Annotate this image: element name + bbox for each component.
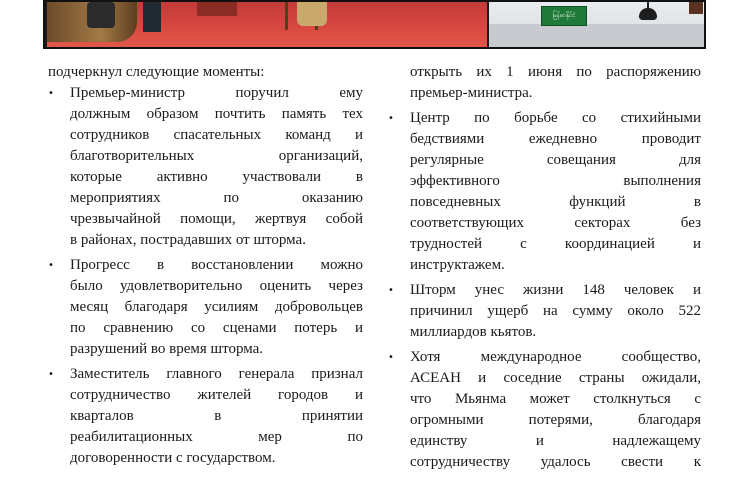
list-item: • Прогресс в восстановлении можно было удовлетворительно оценить через месяц благодаря усилиям добровольцев по сравнению со сценами потерь и разрушений во время шторма. — [48, 257, 363, 357]
left-column — [48, 62, 363, 473]
header-photo — [43, 0, 706, 49]
microphone-icon — [639, 8, 657, 20]
intro-text: подчеркнул следующие моменты: — [48, 64, 265, 80]
nameplate: မြန်မာနိုင်ငံ — [541, 6, 587, 26]
bullet-icon: • — [388, 285, 394, 296]
bullet-icon: • — [48, 369, 54, 380]
list-item: • Центр по борьбе со стихийными бедствиями ежедневно проводит регулярные совещания для эффективного выполнения повседневных функций в соответствующих секторах без трудностей с координацией и инструктажем. — [388, 110, 701, 273]
photo-desk-scene — [489, 2, 706, 47]
list-item: • Заместитель главного генерала признал сотрудничество жителей городов и кварталов в принятии реабилитационных мер по договоренности с государством. — [48, 366, 363, 466]
bullet-icon: • — [388, 352, 394, 363]
continuation-text: открыть их 1 июня по распоряжению премьер-министра. — [410, 64, 701, 101]
right-column — [388, 62, 701, 477]
bullet-icon: • — [388, 113, 394, 124]
bullet-icon: • — [48, 88, 54, 99]
photo-ceremony-scene — [47, 2, 487, 47]
bullet-icon: • — [48, 260, 54, 271]
list-item: • Шторм унес жизни 148 человек и причинил ущерб на сумму около 522 миллиардов кьятов. — [388, 282, 701, 340]
list-item: • Премьер-министр поручил ему должным образом почтить память тех сотрудников спасательных команд и благотворительных организаций, которые активно участвовали в мероприятиях по оказанию чрезвычайной помощи, жертвуя собой в районах, пострадавших от шторма. — [48, 85, 363, 248]
list-item: • Хотя международное сообщество, АСЕАН и соседние страны ожидали, что Мьянма может столкнуться с огромными потерями, благодаря единству и надлежащему сотрудничеству удалось свести к — [388, 349, 701, 470]
